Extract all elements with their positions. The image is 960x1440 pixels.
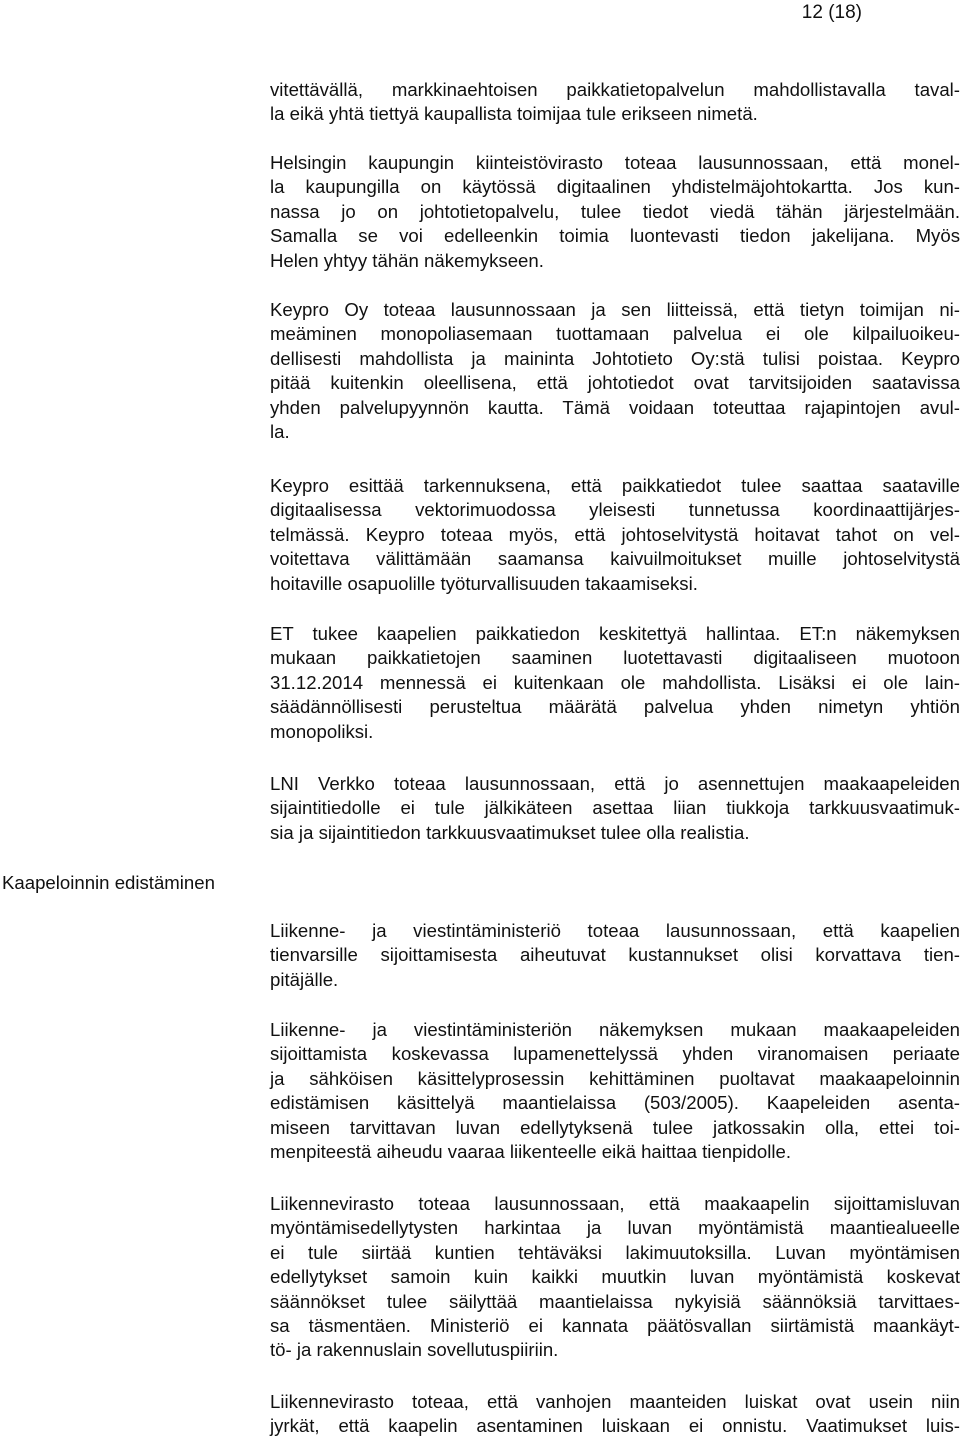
paragraph-liikennevirasto-1	[270, 1192, 960, 1363]
text-line: digitaalisessa vektorimuodossa yleisesti tunnetussa koordinaattijärjes-	[270, 499, 960, 521]
text-line: meäminen monopoliasemaan tuottamaan palvelua ei ole kilpailuoikeu-	[270, 323, 960, 345]
text-line: sijoittamista koskevassa lupamenettelyssä yhden viranomaisen periaate	[270, 1043, 960, 1065]
text-line: sia ja sijaintitiedon tarkkuusvaatimukset tulee olla realistia.	[270, 821, 750, 843]
text-line: edellytykset samoin kuin kaikki muutkin luvan myöntämistä koskevat	[270, 1266, 960, 1288]
text-line: la kaupungilla on käytössä digitaalinen yhdistelmäjohtokartta. Jos kun-	[270, 176, 960, 198]
text-line: Helen yhtyy tähän näkemykseen.	[270, 249, 544, 271]
text-line: sa täsmentäen. Ministeriö ei kannata päätösvallan siirtämistä maankäyt-	[270, 1315, 960, 1337]
paragraph-lvm-1	[270, 919, 960, 992]
text-line: miseen tarvittavan luvan edellytyksenä tulee jatkossakin olla, ettei toi-	[270, 1116, 960, 1138]
paragraph-keypro-2	[270, 474, 960, 596]
text-line: pitää kuitenkin oleellisena, että johtotiedot ovat tarvitsijoiden saatavissa	[270, 372, 960, 394]
text-line: 31.12.2014 mennessä ei kuitenkaan ole mahdollista. Lisäksi ei ole lain-	[270, 671, 960, 693]
text-line: ja sähköisen käsittelyprosessin kehittäminen puoltavat maakaapeloinnin	[270, 1067, 960, 1089]
paragraph-helsinki-kiinteistovirasto	[270, 151, 960, 273]
text-line: säädännöllisesti perusteltua määrätä palvelua yhden nimetyn yhtiön	[270, 696, 960, 718]
paragraph-lni-verkko	[270, 772, 960, 845]
text-line: yhden palvelupyynnön kautta. Tämä voidaan toteuttaa rajapintojen avul-	[270, 396, 960, 418]
text-line: sijaintitiedolle ei tule jälkikäteen asettaa liian tiukkoja tarkkuusvaatimuk-	[270, 797, 960, 819]
text-line: ei tule siirtää kuntien tehtäväksi lakimuutoksilla. Luvan myöntämisen	[270, 1241, 960, 1263]
text-line: Liikennevirasto toteaa lausunnossaan, että maakaapelin sijoittamisluvan	[270, 1193, 960, 1214]
paragraph-continuation	[270, 78, 960, 127]
text-line: LNI Verkko toteaa lausunnossaan, että jo asennettujen maakaapeleiden	[270, 773, 960, 794]
text-line: Liikenne- ja viestintäministeriön näkemyksen mukaan maakaapeleiden	[270, 1019, 960, 1040]
text-line: jyrkät, että kaapelin asentaminen luiskaan ei onnistu. Vaatimukset luis-	[270, 1415, 960, 1437]
paragraph-lvm-2	[270, 1018, 960, 1164]
text-line: Samalla se voi edelleenkin toimia luontevasti tiedon jakelijana. Myös	[270, 225, 960, 247]
text-line: voitettava välittämään saamansa kaivuilmoitukset muille johtoselvitystä	[270, 548, 960, 570]
text-line: säännökset tulee säilyttää maantielaissa nykyisiä säännöksiä tarvittaes-	[270, 1290, 960, 1312]
paragraph-keypro-1	[270, 298, 960, 444]
text-line: nassa jo on johtotietopalvelu, tulee tiedot viedä tähän järjestelmään.	[270, 200, 960, 222]
paragraph-et	[270, 622, 960, 744]
text-line: ET tukee kaapelien paikkatiedon keskitettyä hallintaa. ET:n näkemyksen	[270, 623, 960, 644]
page-number: 12 (18)	[801, 2, 862, 23]
text-line: mukaan paikkatietojen saaminen luotettavasti digitaaliseen muotoon	[270, 647, 960, 669]
text-line: pitäjälle.	[270, 968, 339, 990]
text-line: Helsingin kaupungin kiinteistövirasto toteaa lausunnossaan, että monel-	[270, 152, 960, 173]
text-line: hoitaville osapuolille työturvallisuuden takaamiseksi.	[270, 572, 698, 594]
text-line: Liikenne- ja viestintäministeriö toteaa lausunnossaan, että kaapelien	[270, 920, 960, 941]
text-line: myöntämisedellytysten harkintaa ja luvan myöntämistä maantiealueelle	[270, 1217, 960, 1239]
text-line: dellisesti mahdollista ja maininta Johtotieto Oy:stä tulisi poistaa. Keypro	[270, 347, 960, 369]
text-line: Keypro Oy toteaa lausunnossaan ja sen liitteissä, että tietyn toimijan ni-	[270, 299, 960, 320]
text-line: edistämisen käsittelyä maantielaissa (503/2005). Kaapeleiden asenta-	[270, 1092, 960, 1114]
paragraph-liikennevirasto-2	[270, 1390, 960, 1439]
text-line: tö- ja rakennuslain sovellutuspiiriin.	[270, 1339, 559, 1361]
text-line: monopoliksi.	[270, 720, 374, 742]
text-line: vitettävällä, markkinaehtoisen paikkatietopalvelun mahdollistavalla taval-	[270, 79, 960, 100]
section-heading-kaapeloinnin-edistaminen: Kaapeloinnin edistäminen	[2, 872, 215, 893]
text-line: la.	[270, 421, 290, 443]
text-line: tienvarsille sijoittamisesta aiheutuvat kustannukset olisi korvattava tien-	[270, 944, 960, 966]
text-line: menpiteestä aiheudu vaaraa liikenteelle eikä haittaa tienpidolle.	[270, 1141, 791, 1163]
text-line: Keypro esittää tarkennuksena, että paikkatiedot tulee saattaa saataville	[270, 475, 960, 496]
text-line: telmässä. Keypro toteaa myös, että johtoselvitystä hoitavat tahot on vel-	[270, 523, 960, 545]
text-line: la eikä yhtä tiettyä kaupallista toimijaa tule erikseen nimetä.	[270, 103, 758, 125]
text-line: Liikennevirasto toteaa, että vanhojen maanteiden luiskat ovat usein niin	[270, 1391, 960, 1412]
